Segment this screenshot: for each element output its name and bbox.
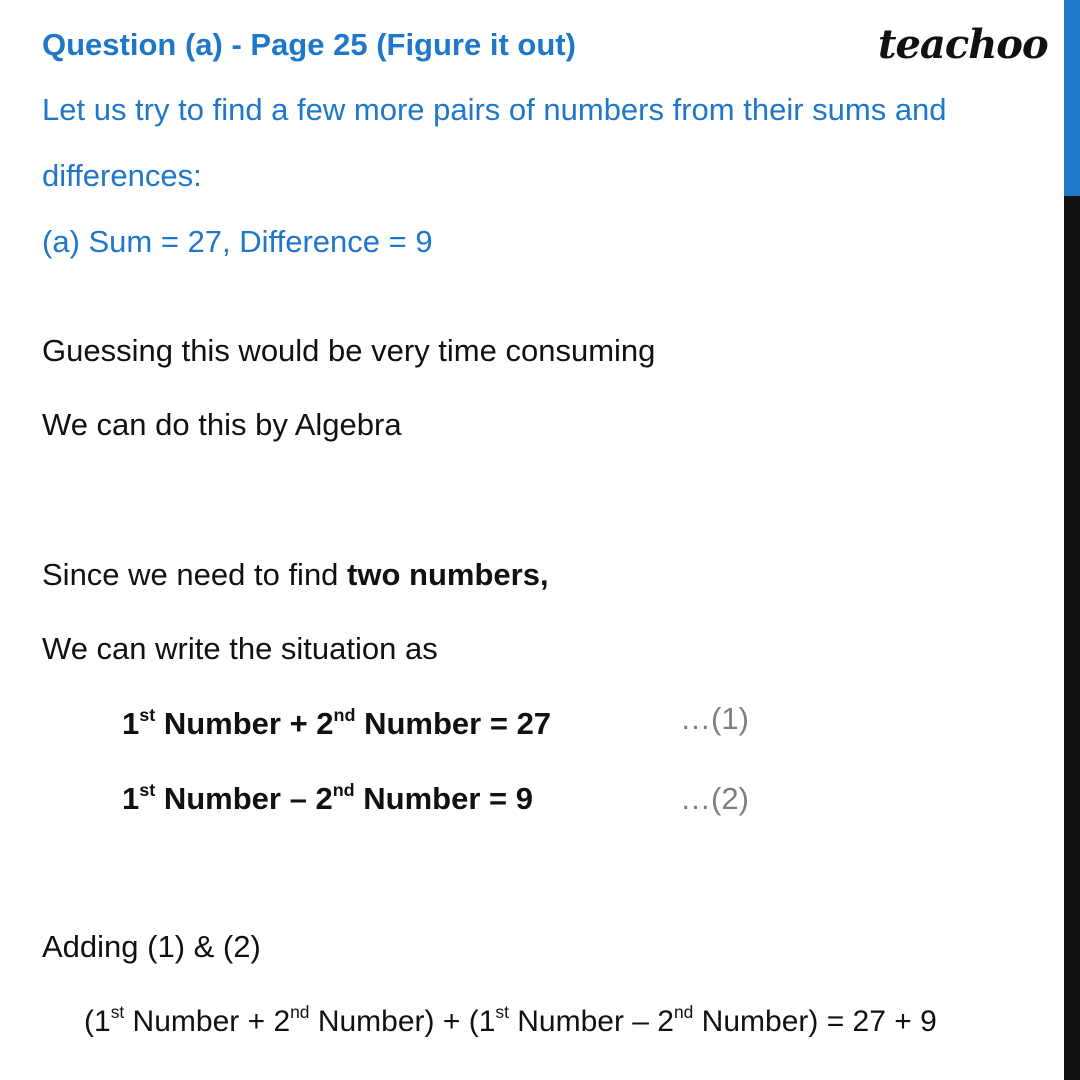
equation-1-reference: …(1) bbox=[680, 701, 749, 736]
since-text: Since we need to find bbox=[42, 557, 348, 592]
eq3-superscript: nd bbox=[673, 1001, 694, 1022]
body-write-situation: We can write the situation as bbox=[42, 631, 438, 666]
body-algebra: We can do this by Algebra bbox=[42, 407, 402, 442]
right-scrollbar-thumb[interactable] bbox=[1064, 0, 1080, 196]
question-text-line-2: differences: bbox=[42, 158, 202, 193]
eq1-superscript: st bbox=[139, 704, 156, 725]
equation-3 bbox=[84, 1003, 937, 1044]
eq2-superscript: nd bbox=[332, 779, 355, 800]
eq2-part: Number – 2 bbox=[155, 781, 333, 816]
body-since bbox=[42, 556, 549, 594]
equation-2-reference: …(2) bbox=[680, 781, 749, 816]
eq2-part: 1 bbox=[122, 781, 140, 816]
body-guessing: Guessing this would be very time consuming bbox=[42, 333, 656, 368]
eq3-part: Number + 2 bbox=[124, 1005, 291, 1038]
question-text-line-1: Let us try to find a few more pairs of numbers from their sums and bbox=[42, 92, 947, 127]
eq3-part: Number) + (1 bbox=[309, 1005, 496, 1038]
question-part-a: (a) Sum = 27, Difference = 9 bbox=[42, 224, 433, 259]
eq1-superscript: nd bbox=[333, 704, 356, 725]
eq2-superscript: st bbox=[139, 779, 156, 800]
eq3-superscript: st bbox=[495, 1001, 509, 1022]
eq1-part: Number + 2 bbox=[155, 706, 334, 741]
equation-2 bbox=[122, 780, 533, 822]
eq1-part: 1 bbox=[122, 706, 140, 741]
eq3-superscript: nd bbox=[290, 1001, 310, 1022]
eq3-superscript: st bbox=[110, 1001, 125, 1022]
eq2-part: Number = 9 bbox=[354, 781, 533, 816]
body-adding: Adding (1) & (2) bbox=[42, 929, 261, 964]
teachoo-logo: teachoo bbox=[878, 21, 1048, 68]
eq3-part: Number – 2 bbox=[508, 1005, 674, 1038]
equation-1 bbox=[122, 705, 551, 747]
eq1-part: Number = 27 bbox=[355, 706, 552, 741]
eq3-part: (1 bbox=[84, 1005, 111, 1038]
since-bold-text: two numbers, bbox=[347, 557, 549, 592]
question-title: Question (a) - Page 25 (Figure it out) bbox=[42, 27, 576, 62]
eq3-part: Number) = 27 + 9 bbox=[693, 1005, 937, 1038]
